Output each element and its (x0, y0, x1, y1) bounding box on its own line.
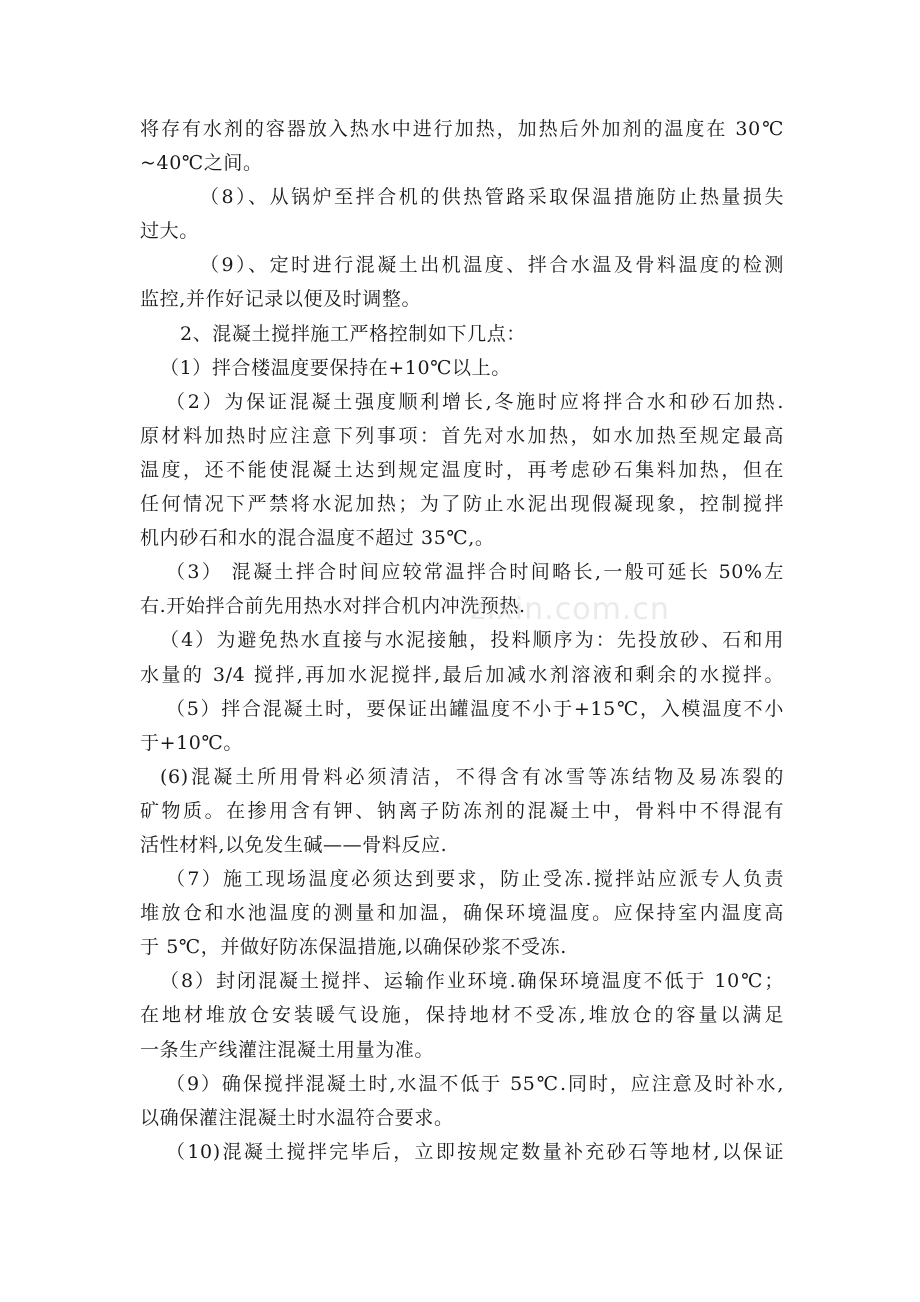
text-line: 于 5℃，并做好防冻保温措施,以确保砂浆不受冻. (140, 936, 567, 959)
text-line: （10)混凝土搅拌完毕后，立即按规定数量补充砂石等地材,以保证 (166, 1140, 784, 1163)
text-line: 于+10℃。 (140, 731, 243, 754)
text-line: 监控,并作好记录以便及时调整。 (140, 288, 422, 311)
text-line: 一条生产线灌注混凝土用量为准。 (140, 1038, 435, 1061)
text-line: （9）确保搅拌混凝土时,水温不低于 55℃.同时，应注意及时补水, (166, 1072, 784, 1095)
text-line: 水量的 3/4 搅拌,再加水泥搅拌,最后加减水剂溶液和剩余的水搅拌。 (140, 663, 784, 686)
text-line: 温度，还不能使混凝土达到规定温度时，再考虑砂石集料加热，但在 (140, 458, 784, 481)
text-line: （8）封闭混凝土搅拌、运输作业环境.确保环境温度不低于 10℃； (160, 970, 784, 993)
text-line: （1）拌合楼温度要保持在+10℃以上。 (160, 356, 511, 379)
text-line: （2）为保证混凝土强度顺利增长,冬施时应将拌合水和砂石加热. (166, 390, 784, 413)
text-line: 活性材料,以免发生碱——骨料反应. (140, 833, 448, 856)
text-line: 右.开始拌合前先用热水对拌合机内冲洗预热. (140, 595, 526, 618)
document-body (140, 112, 784, 1169)
text-line: 在地材堆放仓安装暖气设施，保持地材不受冻,堆放仓的容量以满足 (140, 1004, 784, 1027)
text-line: （8）、从锅炉至拌合机的供热管路采取保温措施防止热量损失 (200, 186, 784, 209)
text-line: （4）为避免热水直接与水泥接触，投料顺序为：先投放砂、石和用 (160, 629, 784, 652)
text-line: 任何情况下严禁将水泥加热；为了防止水泥出现假凝现象，控制搅拌 (140, 493, 784, 516)
text-line: （3） 混凝土拌合时间应较常温拌合时间略长,一般可延长 50%左 (166, 561, 784, 584)
watermark: zixin.com.cn (470, 592, 670, 627)
text-line: 堆放仓和水池温度的测量和加温，确保环境温度。应保持室内温度高 (140, 902, 784, 925)
text-line: 2、混凝土搅拌施工严格控制如下几点： (180, 322, 526, 345)
text-line: 将存有水剂的容器放入热水中进行加热，加热后外加剂的温度在 30℃ (140, 118, 784, 140)
text-line: 以确保灌注混凝土时水温符合要求。 (140, 1106, 454, 1129)
text-line: （7）施工现场温度必须达到要求，防止受冻.搅拌站应派专人负责 (166, 868, 784, 891)
text-line: 原材料加热时应注意下列事项：首先对水加热，如水加热至规定最高 (140, 424, 784, 447)
text-line: ~40℃之间。 (140, 152, 263, 175)
text-line: （5）拌合混凝土时，要保证出罐温度不小于+15℃，入模温度不小 (166, 697, 784, 720)
text-line: (6)混凝土所用骨料必须清洁，不得含有冰雪等冻结物及易冻裂的 (160, 765, 784, 788)
text-line: 机内砂石和水的混合温度不超过 35℃,。 (140, 527, 495, 550)
text-line: （9）、定时进行混凝土出机温度、拌合水温及骨料温度的检测 (200, 254, 784, 277)
text-line: 过大。 (140, 220, 199, 243)
text-line: 矿物质。在掺用含有钾、钠离子防冻剂的混凝土中，骨料中不得混有 (140, 799, 784, 822)
